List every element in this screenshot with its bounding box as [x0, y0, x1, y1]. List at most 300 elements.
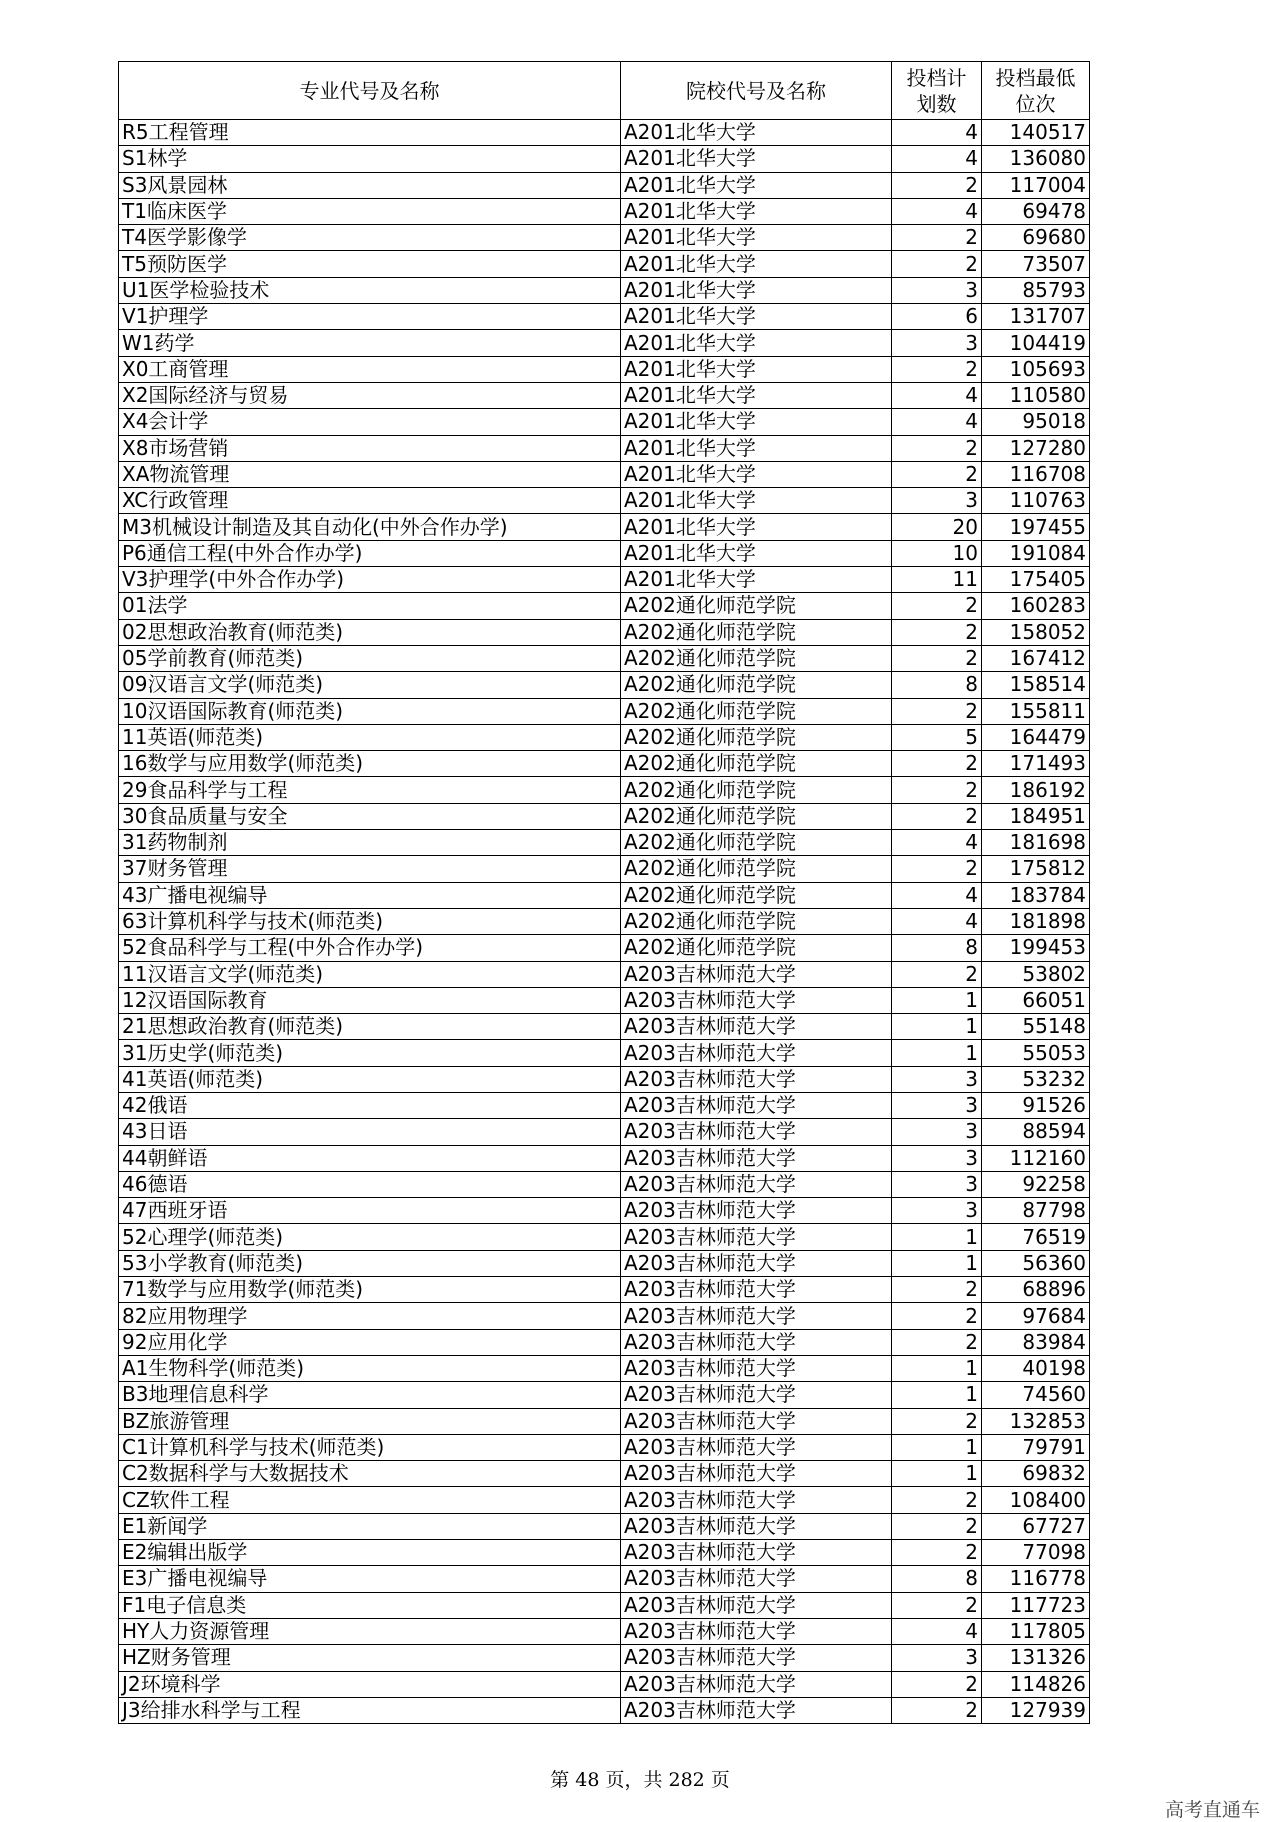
- cell-major: 31药物制剂: [119, 830, 621, 856]
- cell-plan-count: 2: [892, 1671, 982, 1697]
- cell-min-rank: 74560: [982, 1382, 1090, 1408]
- cell-plan-count: 4: [892, 198, 982, 224]
- cell-plan-count: 2: [892, 1513, 982, 1539]
- cell-min-rank: 112160: [982, 1145, 1090, 1171]
- table-row: [119, 1119, 1090, 1145]
- cell-min-rank: 69478: [982, 198, 1090, 224]
- cell-school: A201北华大学: [621, 540, 892, 566]
- admission-table: [118, 61, 1090, 1724]
- cell-min-rank: 56360: [982, 1250, 1090, 1276]
- cell-major: J3给排水科学与工程: [119, 1697, 621, 1723]
- cell-major: 11汉语言文学(师范类): [119, 961, 621, 987]
- cell-min-rank: 79791: [982, 1434, 1090, 1460]
- header-rank-line2: 位次: [1015, 91, 1056, 116]
- cell-major: M3机械设计制造及其自动化(中外合作办学): [119, 514, 621, 540]
- cell-min-rank: 197455: [982, 514, 1090, 540]
- cell-major: U1医学检验技术: [119, 277, 621, 303]
- cell-major: 43广播电视编导: [119, 882, 621, 908]
- header-plan-count: [892, 62, 982, 120]
- table-row: [119, 1329, 1090, 1355]
- cell-min-rank: 40198: [982, 1355, 1090, 1381]
- cell-major: 21思想政治教育(师范类): [119, 1014, 621, 1040]
- cell-min-rank: 88594: [982, 1119, 1090, 1145]
- cell-school: A203吉林师范大学: [621, 1697, 892, 1723]
- cell-major: 29食品科学与工程: [119, 777, 621, 803]
- header-school: [621, 62, 892, 120]
- cell-plan-count: 3: [892, 1198, 982, 1224]
- cell-major: A1生物科学(师范类): [119, 1355, 621, 1381]
- table-row: [119, 567, 1090, 593]
- cell-plan-count: 2: [892, 1540, 982, 1566]
- cell-major: 12汉语国际教育: [119, 987, 621, 1013]
- cell-major: S3风景园林: [119, 172, 621, 198]
- cell-school: A202通化师范学院: [621, 698, 892, 724]
- cell-school: A203吉林师范大学: [621, 1250, 892, 1276]
- cell-major: S1林学: [119, 146, 621, 172]
- cell-min-rank: 85793: [982, 277, 1090, 303]
- cell-school: A203吉林师范大学: [621, 1198, 892, 1224]
- cell-school: A203吉林师范大学: [621, 1382, 892, 1408]
- cell-school: A203吉林师范大学: [621, 1513, 892, 1539]
- cell-major: 09汉语言文学(师范类): [119, 672, 621, 698]
- cell-school: A201北华大学: [621, 356, 892, 382]
- cell-school: A202通化师范学院: [621, 672, 892, 698]
- cell-major: CZ软件工程: [119, 1487, 621, 1513]
- cell-min-rank: 132853: [982, 1408, 1090, 1434]
- cell-major: X8市场营销: [119, 435, 621, 461]
- table-row: [119, 1566, 1090, 1592]
- table-row: [119, 882, 1090, 908]
- cell-min-rank: 117805: [982, 1618, 1090, 1644]
- cell-min-rank: 160283: [982, 593, 1090, 619]
- table-row: [119, 724, 1090, 750]
- cell-school: A202通化师范学院: [621, 856, 892, 882]
- cell-min-rank: 155811: [982, 698, 1090, 724]
- cell-major: 16数学与应用数学(师范类): [119, 751, 621, 777]
- cell-school: A203吉林师范大学: [621, 987, 892, 1013]
- cell-plan-count: 3: [892, 1066, 982, 1092]
- cell-plan-count: 2: [892, 356, 982, 382]
- cell-min-rank: 66051: [982, 987, 1090, 1013]
- cell-plan-count: 2: [892, 1592, 982, 1618]
- table-row: [119, 488, 1090, 514]
- cell-min-rank: 105693: [982, 356, 1090, 382]
- cell-school: A202通化师范学院: [621, 908, 892, 934]
- table-row: [119, 1434, 1090, 1460]
- cell-plan-count: 1: [892, 1434, 982, 1460]
- cell-min-rank: 73507: [982, 251, 1090, 277]
- cell-school: A201北华大学: [621, 277, 892, 303]
- cell-plan-count: 1: [892, 1382, 982, 1408]
- table-row: [119, 1198, 1090, 1224]
- cell-major: X4会计学: [119, 409, 621, 435]
- cell-min-rank: 91526: [982, 1092, 1090, 1118]
- cell-school: A203吉林师范大学: [621, 1145, 892, 1171]
- cell-min-rank: 69680: [982, 225, 1090, 251]
- table-row: [119, 1697, 1090, 1723]
- cell-min-rank: 191084: [982, 540, 1090, 566]
- table-row: [119, 172, 1090, 198]
- cell-plan-count: 2: [892, 619, 982, 645]
- cell-school: A202通化师范学院: [621, 803, 892, 829]
- cell-school: A203吉林师范大学: [621, 1171, 892, 1197]
- cell-min-rank: 186192: [982, 777, 1090, 803]
- cell-major: J2环境科学: [119, 1671, 621, 1697]
- cell-plan-count: 4: [892, 908, 982, 934]
- cell-plan-count: 2: [892, 698, 982, 724]
- cell-school: A202通化师范学院: [621, 724, 892, 750]
- cell-min-rank: 68896: [982, 1277, 1090, 1303]
- table-row: [119, 1145, 1090, 1171]
- cell-school: A201北华大学: [621, 461, 892, 487]
- table-row: [119, 435, 1090, 461]
- table-row: [119, 1066, 1090, 1092]
- cell-major: 30食品质量与安全: [119, 803, 621, 829]
- cell-major: 44朝鲜语: [119, 1145, 621, 1171]
- cell-major: C2数据科学与大数据技术: [119, 1461, 621, 1487]
- cell-plan-count: 4: [892, 830, 982, 856]
- cell-plan-count: 3: [892, 277, 982, 303]
- cell-school: A201北华大学: [621, 514, 892, 540]
- cell-school: A201北华大学: [621, 488, 892, 514]
- table-row: [119, 1224, 1090, 1250]
- cell-school: A203吉林师范大学: [621, 1040, 892, 1066]
- cell-school: A203吉林师范大学: [621, 1461, 892, 1487]
- header-min-rank: [982, 62, 1090, 120]
- table-row: [119, 856, 1090, 882]
- cell-min-rank: 127939: [982, 1697, 1090, 1723]
- cell-plan-count: 4: [892, 146, 982, 172]
- cell-min-rank: 140517: [982, 120, 1090, 146]
- table-row: [119, 777, 1090, 803]
- cell-major: HZ财务管理: [119, 1645, 621, 1671]
- cell-school: A202通化师范学院: [621, 935, 892, 961]
- cell-school: A203吉林师范大学: [621, 1487, 892, 1513]
- cell-major: T5预防医学: [119, 251, 621, 277]
- header-school-label: 院校代号及名称: [686, 78, 826, 103]
- cell-min-rank: 181698: [982, 830, 1090, 856]
- cell-plan-count: 8: [892, 1566, 982, 1592]
- cell-min-rank: 87798: [982, 1198, 1090, 1224]
- cell-min-rank: 116778: [982, 1566, 1090, 1592]
- table-row: [119, 382, 1090, 408]
- cell-min-rank: 95018: [982, 409, 1090, 435]
- cell-plan-count: 4: [892, 882, 982, 908]
- cell-school: A203吉林师范大学: [621, 1671, 892, 1697]
- cell-plan-count: 5: [892, 724, 982, 750]
- cell-plan-count: 2: [892, 1329, 982, 1355]
- cell-major: X2国际经济与贸易: [119, 382, 621, 408]
- watermark: 高考直通车: [1164, 1799, 1260, 1821]
- table-row: [119, 935, 1090, 961]
- cell-school: A202通化师范学院: [621, 751, 892, 777]
- table-row: [119, 1171, 1090, 1197]
- table-row: [119, 1618, 1090, 1644]
- cell-major: 82应用物理学: [119, 1303, 621, 1329]
- cell-plan-count: 2: [892, 961, 982, 987]
- cell-school: A203吉林师范大学: [621, 1566, 892, 1592]
- cell-plan-count: 2: [892, 751, 982, 777]
- header-major-label: 专业代号及名称: [299, 78, 440, 103]
- cell-plan-count: 1: [892, 1250, 982, 1276]
- cell-min-rank: 183784: [982, 882, 1090, 908]
- table-row: [119, 1645, 1090, 1671]
- cell-plan-count: 2: [892, 593, 982, 619]
- table-row: [119, 698, 1090, 724]
- cell-major: V3护理学(中外合作办学): [119, 567, 621, 593]
- cell-major: C1计算机科学与技术(师范类): [119, 1434, 621, 1460]
- table-row: [119, 1382, 1090, 1408]
- cell-school: A203吉林师范大学: [621, 961, 892, 987]
- cell-plan-count: 3: [892, 1119, 982, 1145]
- cell-school: A203吉林师范大学: [621, 1119, 892, 1145]
- table-row: [119, 1014, 1090, 1040]
- table-row: [119, 1277, 1090, 1303]
- table-row: [119, 1092, 1090, 1118]
- cell-plan-count: 3: [892, 1145, 982, 1171]
- cell-major: F1电子信息类: [119, 1592, 621, 1618]
- cell-major: 52食品科学与工程(中外合作办学): [119, 935, 621, 961]
- cell-school: A201北华大学: [621, 225, 892, 251]
- cell-plan-count: 1: [892, 1355, 982, 1381]
- cell-plan-count: 2: [892, 803, 982, 829]
- cell-plan-count: 2: [892, 1487, 982, 1513]
- table-row: [119, 409, 1090, 435]
- cell-plan-count: 2: [892, 1697, 982, 1723]
- cell-plan-count: 4: [892, 1618, 982, 1644]
- cell-plan-count: 3: [892, 1171, 982, 1197]
- table-row: [119, 593, 1090, 619]
- cell-plan-count: 11: [892, 567, 982, 593]
- cell-major: 71数学与应用数学(师范类): [119, 1277, 621, 1303]
- page-footer: 第 48 页，共 282 页: [550, 1769, 730, 1791]
- cell-major: T1临床医学: [119, 198, 621, 224]
- cell-school: A201北华大学: [621, 120, 892, 146]
- cell-min-rank: 67727: [982, 1513, 1090, 1539]
- cell-plan-count: 8: [892, 672, 982, 698]
- table-row: [119, 619, 1090, 645]
- cell-school: A201北华大学: [621, 198, 892, 224]
- table-row: [119, 803, 1090, 829]
- cell-school: A202通化师范学院: [621, 593, 892, 619]
- cell-major: 10汉语国际教育(师范类): [119, 698, 621, 724]
- cell-major: XA物流管理: [119, 461, 621, 487]
- cell-school: A203吉林师范大学: [621, 1329, 892, 1355]
- cell-min-rank: 158514: [982, 672, 1090, 698]
- cell-plan-count: 2: [892, 645, 982, 671]
- cell-min-rank: 110763: [982, 488, 1090, 514]
- cell-min-rank: 164479: [982, 724, 1090, 750]
- cell-major: 37财务管理: [119, 856, 621, 882]
- cell-school: A203吉林师范大学: [621, 1066, 892, 1092]
- cell-school: A202通化师范学院: [621, 645, 892, 671]
- cell-school: A203吉林师范大学: [621, 1408, 892, 1434]
- cell-major: 05学前教育(师范类): [119, 645, 621, 671]
- table-row: [119, 1040, 1090, 1066]
- table-row: [119, 1671, 1090, 1697]
- cell-major: 53小学教育(师范类): [119, 1250, 621, 1276]
- cell-min-rank: 110580: [982, 382, 1090, 408]
- cell-plan-count: 2: [892, 1408, 982, 1434]
- cell-major: HY人力资源管理: [119, 1618, 621, 1644]
- cell-major: X0工商管理: [119, 356, 621, 382]
- cell-plan-count: 8: [892, 935, 982, 961]
- cell-major: 52心理学(师范类): [119, 1224, 621, 1250]
- cell-plan-count: 2: [892, 172, 982, 198]
- header-plan-line2: 划数: [916, 91, 957, 116]
- cell-plan-count: 1: [892, 987, 982, 1013]
- cell-plan-count: 1: [892, 1040, 982, 1066]
- header-rank-line1: 投档最低: [995, 65, 1076, 90]
- cell-min-rank: 76519: [982, 1224, 1090, 1250]
- cell-major: E3广播电视编导: [119, 1566, 621, 1592]
- cell-school: A201北华大学: [621, 251, 892, 277]
- cell-min-rank: 181898: [982, 908, 1090, 934]
- cell-major: 11英语(师范类): [119, 724, 621, 750]
- cell-school: A203吉林师范大学: [621, 1645, 892, 1671]
- cell-plan-count: 2: [892, 251, 982, 277]
- cell-major: 42俄语: [119, 1092, 621, 1118]
- cell-plan-count: 4: [892, 120, 982, 146]
- cell-plan-count: 2: [892, 435, 982, 461]
- cell-min-rank: 83984: [982, 1329, 1090, 1355]
- cell-min-rank: 104419: [982, 330, 1090, 356]
- table-row: [119, 1540, 1090, 1566]
- cell-plan-count: 2: [892, 777, 982, 803]
- cell-plan-count: 4: [892, 382, 982, 408]
- cell-major: 41英语(师范类): [119, 1066, 621, 1092]
- cell-min-rank: 171493: [982, 751, 1090, 777]
- cell-major: W1药学: [119, 330, 621, 356]
- cell-school: A202通化师范学院: [621, 882, 892, 908]
- cell-school: A203吉林师范大学: [621, 1303, 892, 1329]
- cell-min-rank: 117723: [982, 1592, 1090, 1618]
- cell-school: A202通化师范学院: [621, 830, 892, 856]
- cell-major: 92应用化学: [119, 1329, 621, 1355]
- cell-major: 01法学: [119, 593, 621, 619]
- cell-major: 31历史学(师范类): [119, 1040, 621, 1066]
- table-row: [119, 304, 1090, 330]
- cell-min-rank: 108400: [982, 1487, 1090, 1513]
- cell-major: E2编辑出版学: [119, 1540, 621, 1566]
- table-row: [119, 277, 1090, 303]
- table-row: [119, 830, 1090, 856]
- cell-plan-count: 2: [892, 461, 982, 487]
- table-row: [119, 961, 1090, 987]
- table-row: [119, 672, 1090, 698]
- cell-min-rank: 175405: [982, 567, 1090, 593]
- cell-min-rank: 114826: [982, 1671, 1090, 1697]
- cell-min-rank: 92258: [982, 1171, 1090, 1197]
- cell-min-rank: 199453: [982, 935, 1090, 961]
- cell-major: R5工程管理: [119, 120, 621, 146]
- table-row: [119, 908, 1090, 934]
- table-row: [119, 225, 1090, 251]
- table-row: [119, 1513, 1090, 1539]
- cell-school: A203吉林师范大学: [621, 1592, 892, 1618]
- table-body: [119, 120, 1090, 1724]
- cell-school: A203吉林师范大学: [621, 1014, 892, 1040]
- table-row: [119, 198, 1090, 224]
- cell-min-rank: 158052: [982, 619, 1090, 645]
- cell-min-rank: 69832: [982, 1461, 1090, 1487]
- cell-plan-count: 3: [892, 488, 982, 514]
- cell-min-rank: 53802: [982, 961, 1090, 987]
- cell-min-rank: 55053: [982, 1040, 1090, 1066]
- table-header-row: [119, 62, 1090, 120]
- table-row: [119, 146, 1090, 172]
- table-row: [119, 251, 1090, 277]
- header-major: [119, 62, 621, 120]
- table-row: [119, 356, 1090, 382]
- table-row: [119, 120, 1090, 146]
- cell-school: A201北华大学: [621, 435, 892, 461]
- cell-min-rank: 117004: [982, 172, 1090, 198]
- cell-major: XC行政管理: [119, 488, 621, 514]
- table-row: [119, 514, 1090, 540]
- cell-school: A201北华大学: [621, 409, 892, 435]
- cell-plan-count: 3: [892, 330, 982, 356]
- table-row: [119, 987, 1090, 1013]
- cell-min-rank: 184951: [982, 803, 1090, 829]
- cell-plan-count: 10: [892, 540, 982, 566]
- cell-min-rank: 131326: [982, 1645, 1090, 1671]
- cell-min-rank: 175812: [982, 856, 1090, 882]
- cell-school: A201北华大学: [621, 146, 892, 172]
- cell-min-rank: 97684: [982, 1303, 1090, 1329]
- cell-major: 02思想政治教育(师范类): [119, 619, 621, 645]
- cell-major: 46德语: [119, 1171, 621, 1197]
- table-row: [119, 1250, 1090, 1276]
- cell-major: B3地理信息科学: [119, 1382, 621, 1408]
- cell-school: A203吉林师范大学: [621, 1540, 892, 1566]
- cell-plan-count: 1: [892, 1461, 982, 1487]
- cell-min-rank: 77098: [982, 1540, 1090, 1566]
- cell-major: 43日语: [119, 1119, 621, 1145]
- cell-min-rank: 55148: [982, 1014, 1090, 1040]
- table-row: [119, 1355, 1090, 1381]
- table-row: [119, 1592, 1090, 1618]
- cell-school: A201北华大学: [621, 330, 892, 356]
- cell-min-rank: 127280: [982, 435, 1090, 461]
- cell-major: 63计算机科学与技术(师范类): [119, 908, 621, 934]
- cell-school: A202通化师范学院: [621, 619, 892, 645]
- table-row: [119, 540, 1090, 566]
- cell-school: A201北华大学: [621, 304, 892, 330]
- table-row: [119, 1408, 1090, 1434]
- cell-school: A203吉林师范大学: [621, 1224, 892, 1250]
- cell-school: A203吉林师范大学: [621, 1355, 892, 1381]
- cell-major: V1护理学: [119, 304, 621, 330]
- cell-school: A201北华大学: [621, 172, 892, 198]
- cell-min-rank: 116708: [982, 461, 1090, 487]
- table-row: [119, 751, 1090, 777]
- table-row: [119, 1303, 1090, 1329]
- table-row: [119, 1461, 1090, 1487]
- cell-major: BZ旅游管理: [119, 1408, 621, 1434]
- cell-min-rank: 167412: [982, 645, 1090, 671]
- cell-plan-count: 20: [892, 514, 982, 540]
- cell-plan-count: 3: [892, 1645, 982, 1671]
- table-row: [119, 461, 1090, 487]
- cell-plan-count: 6: [892, 304, 982, 330]
- cell-plan-count: 2: [892, 1303, 982, 1329]
- cell-school: A202通化师范学院: [621, 777, 892, 803]
- cell-min-rank: 136080: [982, 146, 1090, 172]
- cell-plan-count: 2: [892, 225, 982, 251]
- cell-min-rank: 53232: [982, 1066, 1090, 1092]
- cell-plan-count: 1: [892, 1014, 982, 1040]
